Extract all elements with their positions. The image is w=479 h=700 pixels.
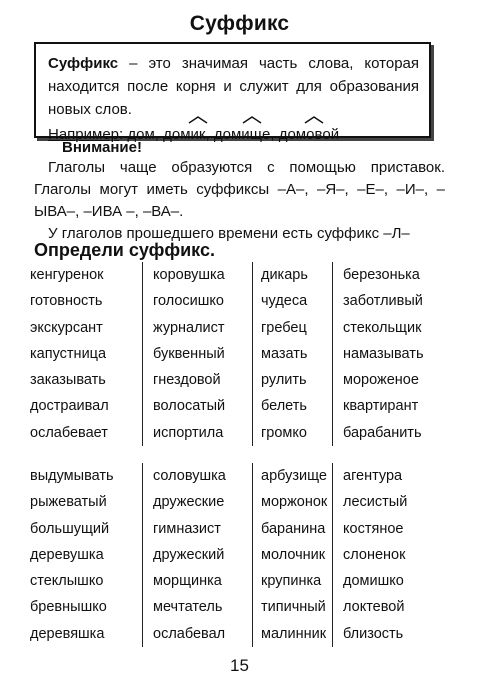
example-stem: дом	[278, 126, 307, 143]
word-cell: волосатый	[153, 398, 226, 415]
word-cell: березонька	[343, 267, 420, 283]
word-cell: дружеские	[153, 494, 225, 511]
word-cell: рыжеватый	[30, 494, 107, 511]
word-cell: чудеса	[261, 293, 308, 310]
example-stem: дом	[163, 126, 191, 143]
example-separator: ,	[205, 126, 214, 143]
word-cell: типичный	[261, 599, 326, 616]
rule-text	[34, 157, 445, 245]
word-column	[252, 262, 332, 446]
word-cell: гнездовой	[153, 372, 221, 389]
example-stem: дом	[213, 126, 242, 143]
word-cell: ослабевал	[153, 625, 226, 642]
word-cell: соловушка	[153, 468, 226, 484]
example-label: Например	[48, 126, 120, 143]
word-cell: дикарь	[261, 267, 308, 283]
word-cell: близость	[343, 625, 404, 642]
word-cell: молочник	[261, 546, 326, 563]
example-word	[214, 126, 271, 143]
example-ending: е	[262, 126, 271, 143]
example-suffix	[241, 123, 262, 146]
page-title: Суффикс	[189, 12, 290, 35]
word-cell: стеклышко	[30, 573, 104, 590]
word-cell: костяное	[343, 520, 404, 537]
word-cell: журналист	[153, 319, 225, 336]
word-cell: домишко	[343, 573, 404, 590]
word-column	[30, 262, 142, 446]
word-cell: слоненок	[343, 546, 406, 563]
word-table-1	[30, 262, 450, 446]
suffix-arc-icon	[188, 116, 208, 124]
example-suffix	[191, 123, 206, 146]
word-cell: гребец	[261, 319, 307, 336]
word-cell: лесистый	[343, 494, 408, 511]
word-cell: намазывать	[343, 345, 424, 362]
suffix-text: ов	[306, 126, 323, 143]
example-words	[127, 126, 339, 143]
word-cell: моржонок	[261, 494, 328, 511]
example-word	[163, 126, 205, 143]
suffix-text: ик	[190, 126, 206, 143]
word-cell: крупинка	[261, 573, 322, 590]
word-table-2	[30, 463, 450, 647]
word-cell: баранина	[261, 520, 326, 537]
word-cell: заказывать	[30, 372, 106, 389]
word-column	[142, 463, 252, 647]
word-cell: мечтатель	[153, 599, 223, 616]
task-title: Определи суффикс.	[34, 240, 215, 260]
word-cell: голосишко	[153, 293, 224, 310]
word-cell: деревушка	[30, 546, 104, 563]
word-cell: буквенный	[153, 345, 225, 362]
suffix-text: ищ	[241, 126, 262, 143]
word-cell: бревнышко	[30, 599, 107, 616]
definition-term: Суффикс	[48, 55, 119, 72]
word-cell: громко	[261, 424, 307, 441]
word-cell: капустница	[30, 345, 107, 362]
suffix-arc-icon	[304, 116, 324, 124]
word-cell: коровушка	[153, 267, 225, 283]
word-cell: агентура	[343, 468, 403, 484]
word-cell: дружеский	[153, 546, 225, 563]
suffix-arc-icon	[242, 116, 262, 124]
word-column	[142, 262, 252, 446]
word-column	[252, 463, 332, 647]
example-word	[279, 126, 339, 143]
attention-heading: Внимание!	[62, 139, 142, 156]
word-cell: морщинка	[153, 573, 222, 590]
rule-paragraph: Глаголы чаще образуются с помощью приставок. Глаголы могут иметь суффиксы –А–, –Я–, –Е–, –И–, –ЫВА–, –ИВА –, –ВА–.	[34, 159, 445, 220]
word-cell: локтевой	[343, 599, 405, 616]
word-cell: большущий	[30, 520, 110, 537]
word-cell: стекольщик	[343, 319, 422, 336]
word-column	[30, 463, 142, 647]
example-stem: дом	[127, 126, 155, 143]
word-cell: деревяшка	[30, 625, 105, 642]
rule-paragraph: У глаголов прошедшего времени есть суффикс –Л–	[48, 225, 410, 242]
word-cell: квартирант	[343, 398, 419, 415]
word-cell: белеть	[261, 398, 307, 415]
definition-box	[34, 42, 431, 143]
word-cell: малинник	[261, 625, 327, 642]
word-cell: заботливый	[343, 293, 423, 310]
word-column	[332, 262, 447, 446]
definition-text: – это значимая часть слова, которая находится после корня и служит для образования новых слов.	[48, 55, 419, 118]
word-cell: рулить	[261, 372, 307, 389]
example-separator: ,	[154, 126, 164, 143]
word-cell: гимназист	[153, 520, 221, 537]
word-column	[332, 463, 447, 647]
example-ending: ой	[322, 126, 340, 143]
word-cell: выдумывать	[30, 468, 114, 484]
word-cell: ослабевает	[30, 424, 108, 441]
word-cell: мороженое	[343, 372, 419, 389]
word-cell: барабанить	[343, 424, 422, 441]
example-separator: ,	[270, 126, 279, 143]
word-cell: испортила	[153, 424, 224, 441]
word-cell: кенгуренок	[30, 267, 104, 283]
word-cell: экскурсант	[30, 319, 103, 336]
example-separator: :	[119, 126, 128, 143]
page-number: 15	[230, 656, 249, 675]
word-cell: готовность	[30, 293, 103, 310]
word-cell: арбузище	[261, 468, 327, 484]
word-cell: мазать	[261, 345, 308, 362]
example-suffix	[306, 123, 322, 146]
word-cell: достраивал	[30, 398, 109, 415]
